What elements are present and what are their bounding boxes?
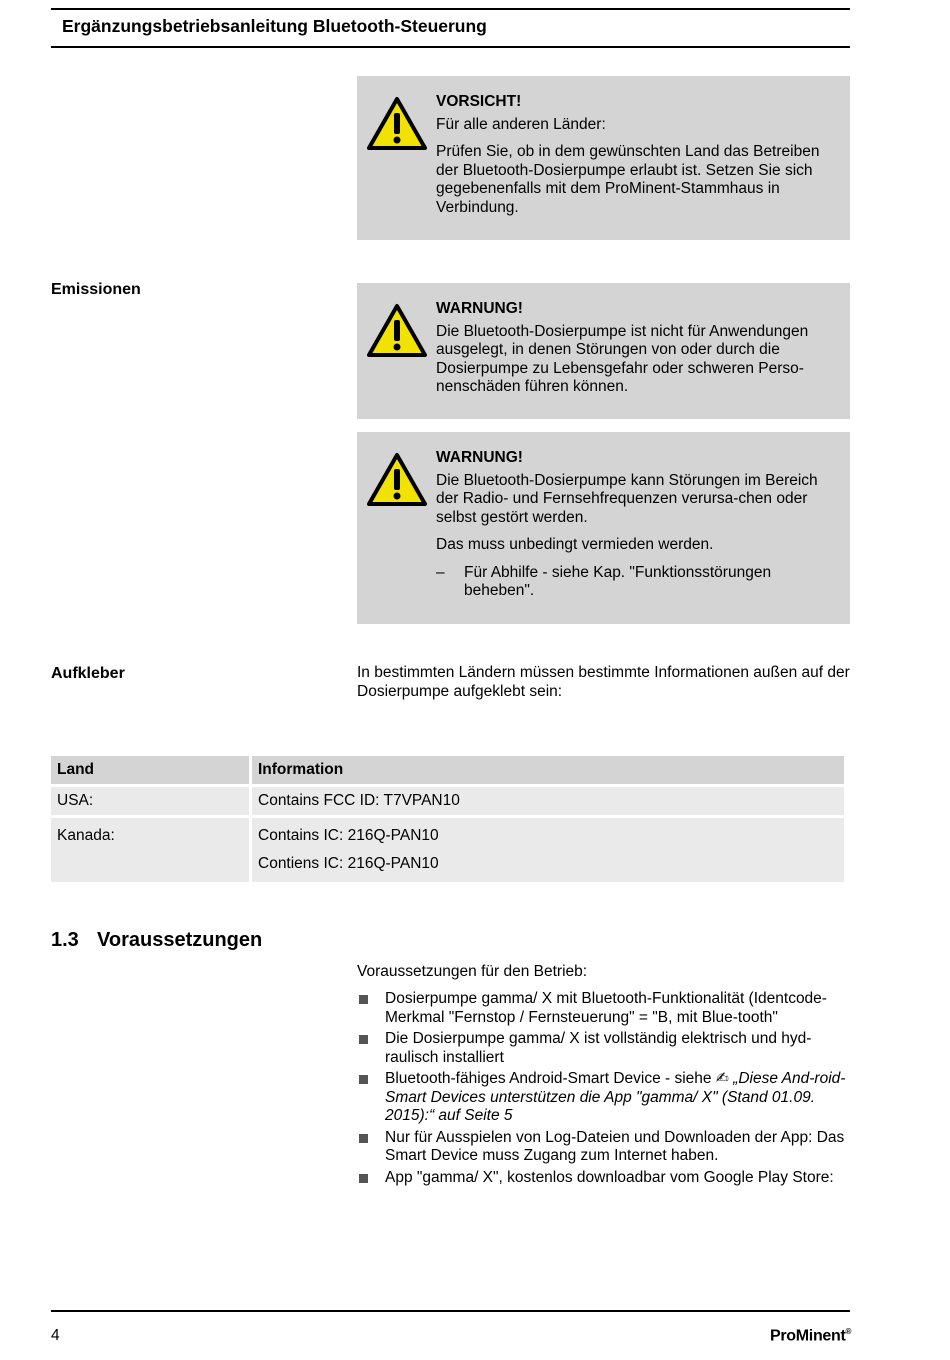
list-item: [357, 1030, 850, 1067]
document-title: Ergänzungsbetriebsanleitung Bluetooth-Steuerung: [62, 16, 487, 36]
warning-triangle-icon: [366, 96, 428, 151]
dash-bullet: –: [436, 563, 445, 581]
warning-triangle-icon: [366, 452, 428, 507]
sticker-label: Aufkleber: [51, 665, 125, 682]
list-item: [357, 1169, 850, 1188]
list-item: [357, 990, 850, 1027]
requirements-list: [357, 990, 850, 1190]
table-cell-country: Kanada:: [51, 818, 249, 882]
prominent-logo: [770, 1327, 851, 1345]
section-heading: [51, 929, 262, 952]
warning-notice-2: [357, 432, 850, 624]
caution-line-2: Prüfen Sie, ob in dem gewünschten Land das Betreiben der Bluetooth-Dosierpumpe erlaubt ist. Setzen Sie sich gegebenenfalls mit dem ProMinent-Stammhaus in Verbindung.: [436, 143, 820, 216]
caution-line-1: Für alle anderen Länder:: [436, 115, 606, 133]
square-bullet-icon: [359, 1075, 368, 1084]
warning-2-action-text: Für Abhilfe - siehe Kap. "Funktionsstörungen beheben".: [464, 563, 772, 599]
table-row: [51, 818, 844, 882]
section-title: Voraussetzungen: [97, 929, 263, 951]
warning-2-text: Die Bluetooth-Dosierpumpe kann Störungen im Bereich der Radio- und Fernsehfrequenzen verursa-chen oder selbst gestört werden.: [436, 471, 818, 526]
square-bullet-icon: [359, 1174, 368, 1183]
list-item-text: App "gamma/ X", kostenlos downloadbar vom Google Play Store:: [385, 1168, 834, 1186]
page-number: 4: [51, 1327, 60, 1344]
info-line: Contains FCC ID: T7VPAN10: [258, 792, 460, 809]
logo-text: ProMinent: [770, 1327, 846, 1345]
table-cell-country: USA:: [51, 787, 249, 815]
warning-notice-1: [357, 283, 850, 419]
requirements-intro: Voraussetzungen für den Betrieb:: [357, 963, 588, 980]
header-rule-top: [51, 8, 850, 10]
table-cell-info: [252, 818, 844, 882]
cross-reference-link[interactable]: „Diese And-roid-Smart Devices unterstützen die App "gamma/ X" (Stand 01.09. 2015):“ auf Seite 5: [385, 1070, 846, 1124]
warning-2-action: [436, 564, 836, 601]
table-cell-info: [252, 787, 844, 815]
list-item-text: Dosierpumpe gamma/ X mit Bluetooth-Funktionalität (Identcode-Merkmal "Fernstop / Fernsteuerung" = "B, mit Blue-tooth": [385, 990, 827, 1026]
list-item-text: Die Dosierpumpe gamma/ X ist vollständig elektrisch und hyd-raulisch installiert: [385, 1030, 812, 1066]
caution-notice: [357, 76, 850, 240]
info-line: Contiens IC: 216Q-PAN10: [258, 855, 439, 872]
table-row: [51, 787, 844, 815]
table-header-row: [51, 756, 844, 784]
label-info-table: [48, 753, 847, 885]
registered-mark: ®: [845, 1327, 852, 1336]
sticker-text: In bestimmten Ländern müssen bestimmte Informationen außen auf der Dosierpumpe aufgeklebt sein:: [357, 664, 850, 700]
header-rule-bottom: [51, 46, 850, 48]
warning-2-text-2: Das muss unbedingt vermieden werden.: [436, 536, 714, 553]
list-item: [357, 1129, 850, 1166]
footer-rule: [51, 1310, 850, 1312]
table-header-information: Information: [252, 756, 844, 784]
square-bullet-icon: [359, 995, 368, 1004]
list-item-text: Bluetooth-fähiges Android-Smart Device - siehe: [385, 1070, 712, 1087]
warning-1-signal-word: WARNUNG!: [436, 300, 523, 317]
section-number: 1.3: [51, 929, 79, 951]
warning-2-signal-word: WARNUNG!: [436, 449, 523, 466]
square-bullet-icon: [359, 1134, 368, 1143]
square-bullet-icon: [359, 1035, 368, 1044]
list-item-text: Nur für Ausspielen von Log-Dateien und Downloaden der App: Das Smart Device muss Zugang zum Internet haben.: [385, 1128, 845, 1164]
list-item: [357, 1070, 850, 1126]
table-header-country: Land: [51, 756, 249, 784]
info-line: Contains IC: 216Q-PAN10: [258, 827, 439, 844]
warning-1-text: Die Bluetooth-Dosierpumpe ist nicht für Anwendungen ausgelegt, in denen Störungen von oder durch die Dosierpumpe zu Lebensgefahr oder schweren Perso-nenschäden führen können.: [436, 322, 809, 395]
emissions-label: Emissionen: [51, 281, 141, 298]
reference-arrow-icon: ✍: [715, 1070, 729, 1087]
warning-triangle-icon: [366, 303, 428, 358]
caution-signal-word: VORSICHT!: [436, 93, 522, 110]
